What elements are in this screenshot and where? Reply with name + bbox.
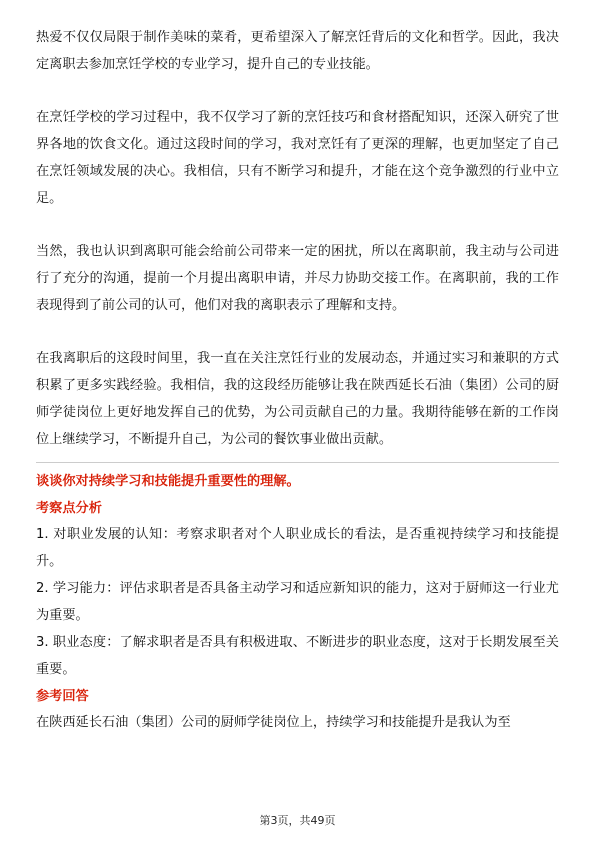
body-paragraph-3: 当然，我也认识到离职可能会给前公司带来一定的困扰，所以在离职前，我主动与公司进行了充分的沟通，提前一个月提出离职申请，并尽力协助交接工作。在离职前，我的工作表现得到了前公司的认可，他们对我的离职表示了理解和支持。 (36, 244, 559, 313)
body-paragraph-1: 热爱不仅仅局限于制作美味的菜肴，更希望深入了解烹饪背后的文化和哲学。因此，我决定离职去参加烹饪学校的专业学习，提升自己的专业技能。 (36, 30, 559, 72)
answer-text: 在陕西延长石油（集团）公司的厨师学徒岗位上，持续学习和技能提升是我认为至 (36, 715, 511, 730)
paragraph-gap (36, 212, 559, 238)
paragraph-gap (36, 78, 559, 104)
document-page (36, 24, 559, 736)
analysis-point-2: 2. 学习能力：评估求职者是否具备主动学习和适应新知识的能力，这对于厨师这一行业尤为重要。 (36, 581, 559, 623)
analysis-label: 考察点分析 (36, 501, 102, 516)
answer-label: 参考回答 (36, 689, 89, 704)
question-title: 谈谈你对持续学习和技能提升重要性的理解。 (36, 474, 300, 489)
body-paragraph-2: 在烹饪学校的学习过程中，我不仅学习了新的烹饪技巧和食材搭配知识，还深入研究了世界各地的饮食文化。通过这段时间的学习，我对烹饪有了更深的理解，也更加坚定了自己在烹饪领域发展的决心。我相信，只有不断学习和提升，才能在这个竞争激烈的行业中立足。 (36, 110, 559, 206)
section-divider (36, 462, 559, 463)
analysis-point-3: 3. 职业态度：了解求职者是否具有积极进取、不断进步的职业态度，这对于长期发展至关重要。 (36, 635, 559, 677)
page-footer: 第3页，共49页 (259, 814, 336, 827)
paragraph-gap (36, 319, 559, 345)
body-paragraph-4: 在我离职后的这段时间里，我一直在关注烹饪行业的发展动态，并通过实习和兼职的方式积累了更多实践经验。我相信，我的这段经历能够让我在陕西延长石油（集团）公司的厨师学徒岗位上更好地发挥自己的优势，为公司贡献自己的力量。我期待能够在新的工作岗位上继续学习，不断提升自己，为公司的餐饮事业做出贡献。 (36, 351, 559, 447)
analysis-point-1: 1. 对职业发展的认知：考察求职者对个人职业成长的看法，是否重视持续学习和技能提升。 (36, 527, 559, 569)
